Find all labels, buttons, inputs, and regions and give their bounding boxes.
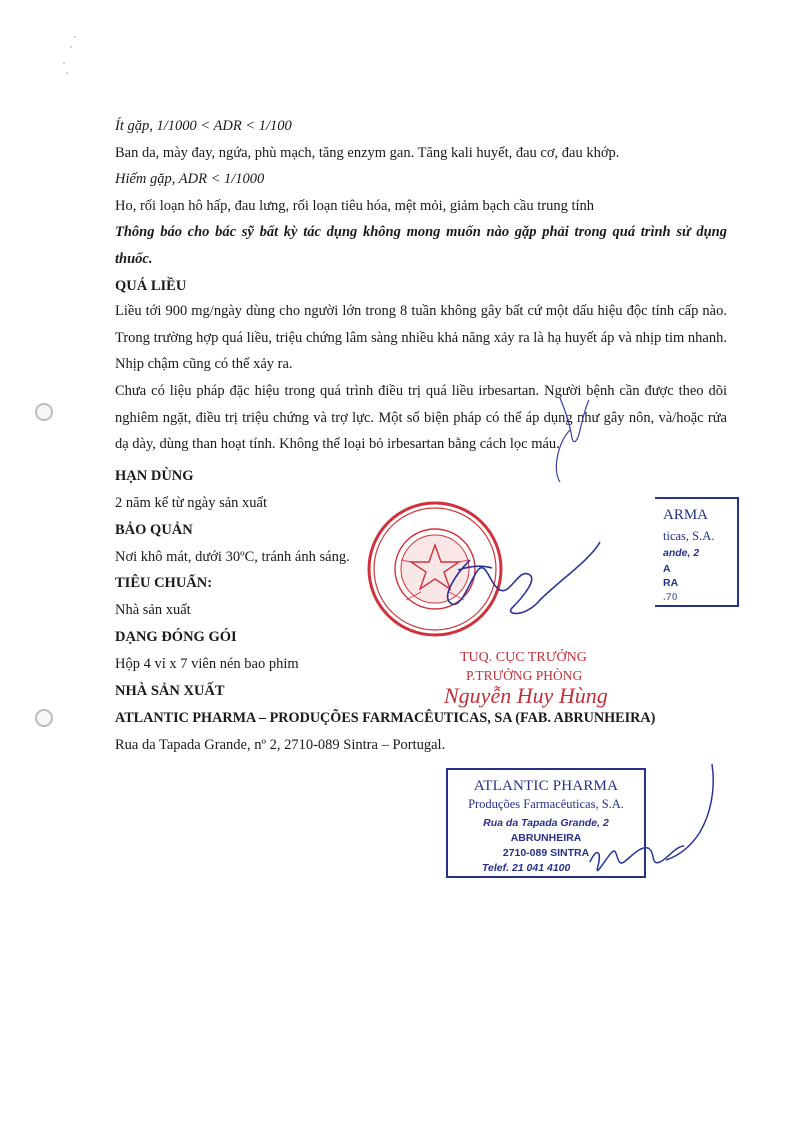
shelf-life-heading: HẠN DÙNG [115,468,194,484]
doctor-notice: Thông báo cho bác sỹ bất kỳ tác dụng không mong muốn nào gặp phải trong quá trình sử dụng thuốc. [115,224,727,267]
approval-signatory-name: Nguyễn Huy Hùng [444,683,608,708]
manufacturer-address: Rua da Tapada Grande, nº 2, 2710-089 Sintra – Portugal. [115,737,446,753]
rare-effects: Ban da, mày đay, ngứa, phù mạch, tăng enzym gan. Tăng kali huyết, đau cơ, đau khớp. [115,145,620,161]
ministry-seal [366,500,504,638]
overdose-heading: QUÁ LIỀU [115,278,187,294]
standard-text: Nhà sản xuất [115,602,191,618]
packaging-text: Hộp 4 vỉ x 7 viên nén bao phim [115,656,299,672]
punch-hole-top [35,403,53,421]
very-rare-effects: Ho, rối loạn hô hấp, đau lưng, rối loạn tiêu hóa, mệt mỏi, giảm bạch cầu trung tính [115,198,595,214]
approval-title-1: TUQ. CỤC TRƯỞNG [460,650,587,665]
overdose-paragraph-2: Chưa có liệu pháp đặc hiệu trong quá trình điều trị quá liều irbesartan. Người bệnh cần được theo dõi nghiêm ngặt, điều trị triệu chứng và trợ lực. Một số biện pháp có thể áp dụng như gây nôn, và/hoặc rửa dạ dày, dùng than hoạt tính. Không thể loại bỏ irbesartan bằng cách lọc máu. [115,383,727,452]
storage-heading: BẢO QUẢN [115,522,193,538]
company-stamp: ATLANTIC PHARMA Produções Farmacêuticas, S.A. Rua da Tapada Grande, 2 ABRUNHEIRA 2710-089 SINTRA Telef. 21 041 4100 [446,768,646,878]
very-rare-frequency-label: Hiếm gặp, ADR < 1/1000 [115,171,265,187]
overdose-paragraph-1: Liều tới 900 mg/ngày dùng cho người lớn trong 8 tuần không gây bất cứ một dấu hiệu độc tính cấp nào. Trong trường hợp quá liều, triệu chứng lâm sàng nhiều khả năng xảy ra là hạ huyết áp và nhịp tim nhanh. Nhịp chậm cũng có thể xảy ra. [115,303,727,372]
standard-heading: TIÊU CHUẨN: [115,575,213,591]
punch-hole-bottom [35,709,53,727]
manufacturer-name: ATLANTIC PHARMA – PRODUÇÕES FARMACÊUTICAS, SA (FAB. ABRUNHEIRA) [115,710,656,726]
packaging-heading: DẠNG ĐÓNG GÓI [115,629,237,645]
rare-frequency-label: Ít gặp, 1/1000 < ADR < 1/100 [115,118,292,134]
storage-text: Nơi khô mát, dưới 30ºC, tránh ánh sáng. [115,549,350,565]
company-stamp-partial: ARMA ticas, S.A. ande, 2 A RA .70 [655,497,739,607]
shelf-life-text: 2 năm kể từ ngày sản xuất [115,495,268,511]
approval-title-2: P.TRƯỞNG PHÒNG [466,668,583,683]
manufacturer-heading: NHÀ SẢN XUẤT [115,683,225,699]
